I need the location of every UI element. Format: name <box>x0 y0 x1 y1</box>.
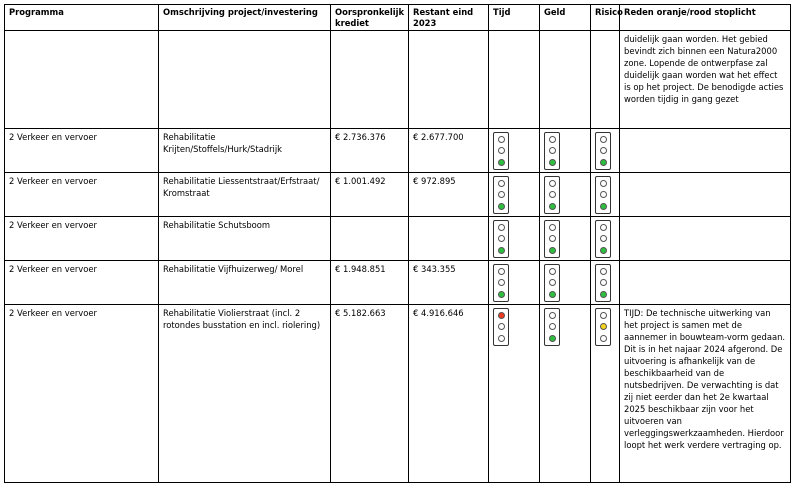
lamp-yellow-icon <box>549 191 556 198</box>
cell-risico <box>591 129 620 173</box>
cell-omschrijving <box>159 31 331 129</box>
traffic-light-icon <box>544 264 560 302</box>
cell-risico <box>591 305 620 483</box>
cell-geld <box>540 129 591 173</box>
cell-risico <box>591 261 620 305</box>
table-row <box>5 261 791 305</box>
cell-tijd <box>489 31 540 129</box>
lamp-yellow-icon <box>498 147 505 154</box>
lamp-green-icon <box>549 203 556 210</box>
cell-geld <box>540 31 591 129</box>
lamp-yellow-icon <box>549 279 556 286</box>
lamp-green-icon <box>549 335 556 342</box>
lamp-yellow-icon <box>549 235 556 242</box>
lamp-yellow-icon <box>600 147 607 154</box>
header-krediet: Oorspronkelijk krediet <box>331 5 409 31</box>
cell-tijd <box>489 305 540 483</box>
cell-omschrijving: Rehabilitatie Krijten/Stoffels/Hurk/Stadrijk <box>159 129 331 173</box>
cell-omschrijving: Rehabilitatie Schutsboom <box>159 217 331 261</box>
lamp-green-icon <box>498 247 505 254</box>
header-restant: Restant eind 2023 <box>409 5 489 31</box>
lamp-red-icon <box>498 224 505 231</box>
traffic-light-icon <box>595 220 611 258</box>
cell-restant: € 4.916.646 <box>409 305 489 483</box>
traffic-light-icon <box>544 132 560 170</box>
lamp-red-icon <box>549 268 556 275</box>
lamp-red-icon <box>549 136 556 143</box>
lamp-red-icon <box>600 136 607 143</box>
traffic-light-icon <box>493 264 509 302</box>
lamp-yellow-icon <box>600 279 607 286</box>
lamp-green-icon <box>549 291 556 298</box>
lamp-green-icon <box>549 159 556 166</box>
cell-krediet: € 1.001.492 <box>331 173 409 217</box>
traffic-light-icon <box>544 176 560 214</box>
lamp-red-icon <box>600 268 607 275</box>
cell-krediet: € 2.736.376 <box>331 129 409 173</box>
header-programma: Programma <box>5 5 159 31</box>
cell-krediet <box>331 31 409 129</box>
cell-geld <box>540 217 591 261</box>
lamp-red-icon <box>498 180 505 187</box>
traffic-light-icon <box>493 220 509 258</box>
cell-geld <box>540 261 591 305</box>
lamp-red-icon <box>549 312 556 319</box>
cell-geld <box>540 173 591 217</box>
lamp-red-icon <box>498 136 505 143</box>
header-tijd: Tijd <box>489 5 540 31</box>
cell-restant <box>409 31 489 129</box>
lamp-yellow-icon <box>498 235 505 242</box>
table-row <box>5 217 791 261</box>
cell-restant: € 343.355 <box>409 261 489 305</box>
cell-tijd <box>489 217 540 261</box>
cell-programma: 2 Verkeer en vervoer <box>5 129 159 173</box>
lamp-green-icon <box>498 159 505 166</box>
lamp-yellow-icon <box>549 147 556 154</box>
table-row <box>5 129 791 173</box>
traffic-light-icon <box>544 308 560 346</box>
lamp-red-icon <box>549 224 556 231</box>
header-geld: Geld <box>540 5 591 31</box>
cell-krediet <box>331 217 409 261</box>
lamp-yellow-icon <box>549 323 556 330</box>
lamp-red-icon <box>498 312 505 319</box>
lamp-green-icon <box>498 291 505 298</box>
cell-reden <box>620 217 791 261</box>
cell-krediet: € 1.948.851 <box>331 261 409 305</box>
traffic-light-icon <box>493 308 509 346</box>
lamp-green-icon <box>549 247 556 254</box>
traffic-light-icon <box>544 220 560 258</box>
traffic-light-icon <box>595 132 611 170</box>
traffic-light-icon <box>493 132 509 170</box>
lamp-green-icon <box>600 159 607 166</box>
cell-omschrijving: Rehabilitatie Violierstraat (incl. 2 rotondes busstation en incl. riolering) <box>159 305 331 483</box>
lamp-yellow-icon <box>498 279 505 286</box>
cell-risico <box>591 31 620 129</box>
lamp-red-icon <box>600 224 607 231</box>
lamp-green-icon <box>498 335 505 342</box>
traffic-light-icon <box>595 308 611 346</box>
header-row <box>5 5 791 31</box>
lamp-red-icon <box>549 180 556 187</box>
cell-reden <box>620 129 791 173</box>
cell-restant: € 972.895 <box>409 173 489 217</box>
header-reden: Reden oranje/rood stoplicht <box>620 5 791 31</box>
traffic-light-icon <box>595 176 611 214</box>
lamp-red-icon <box>600 180 607 187</box>
cell-programma <box>5 31 159 129</box>
table-row <box>5 173 791 217</box>
cell-omschrijving: Rehabilitatie Vijfhuizerweg/ Morel <box>159 261 331 305</box>
cell-programma: 2 Verkeer en vervoer <box>5 173 159 217</box>
cell-reden: duidelijk gaan worden. Het gebied bevindt zich binnen een Natura2000 zone. Lopende de ontwerpfase zal duidelijk gaan worden wat het effect is op het project. De benodigde acties worden tijdig in gang gezet <box>620 31 791 129</box>
cell-geld <box>540 305 591 483</box>
lamp-yellow-icon <box>498 323 505 330</box>
cell-risico <box>591 173 620 217</box>
lamp-green-icon <box>600 291 607 298</box>
lamp-green-icon <box>600 335 607 342</box>
cell-risico <box>591 217 620 261</box>
cell-programma: 2 Verkeer en vervoer <box>5 305 159 483</box>
traffic-light-icon <box>595 264 611 302</box>
lamp-red-icon <box>498 268 505 275</box>
lamp-red-icon <box>600 312 607 319</box>
cell-reden <box>620 173 791 217</box>
lamp-yellow-icon <box>498 191 505 198</box>
cell-programma: 2 Verkeer en vervoer <box>5 217 159 261</box>
lamp-yellow-icon <box>600 191 607 198</box>
cell-tijd <box>489 261 540 305</box>
lamp-green-icon <box>498 203 505 210</box>
cell-restant: € 2.677.700 <box>409 129 489 173</box>
cell-reden: TIJD: De technische uitwerking van het project is samen met de aannemer in bouwteam-vorm gedaan. Dit is in het najaar 2024 afgerond. De uitvoering is afhankelijk van de beschikbaarheid van de nutsbedrijven. De verwachting is dat zij niet eerder dan het 2e kwartaal 2025 beschikbaar zijn voor het uitvoeren van verleggingswerkzaamheden. Hierdoor loopt het werk verdere vertraging op. <box>620 305 791 483</box>
table-row <box>5 31 791 129</box>
cell-tijd <box>489 129 540 173</box>
lamp-yellow-icon <box>600 235 607 242</box>
investment-table <box>4 4 791 483</box>
cell-krediet: € 5.182.663 <box>331 305 409 483</box>
lamp-yellow-icon <box>600 323 607 330</box>
header-risico: Risico <box>591 5 620 31</box>
table-body <box>5 31 791 483</box>
table-row <box>5 305 791 483</box>
traffic-light-icon <box>493 176 509 214</box>
cell-omschrijving: Rehabilitatie Liessentstraat/Erfstraat/ Kromstraat <box>159 173 331 217</box>
lamp-green-icon <box>600 203 607 210</box>
cell-tijd <box>489 173 540 217</box>
lamp-green-icon <box>600 247 607 254</box>
cell-programma: 2 Verkeer en vervoer <box>5 261 159 305</box>
cell-restant <box>409 217 489 261</box>
cell-reden <box>620 261 791 305</box>
header-omschrijving: Omschrijving project/investering <box>159 5 331 31</box>
